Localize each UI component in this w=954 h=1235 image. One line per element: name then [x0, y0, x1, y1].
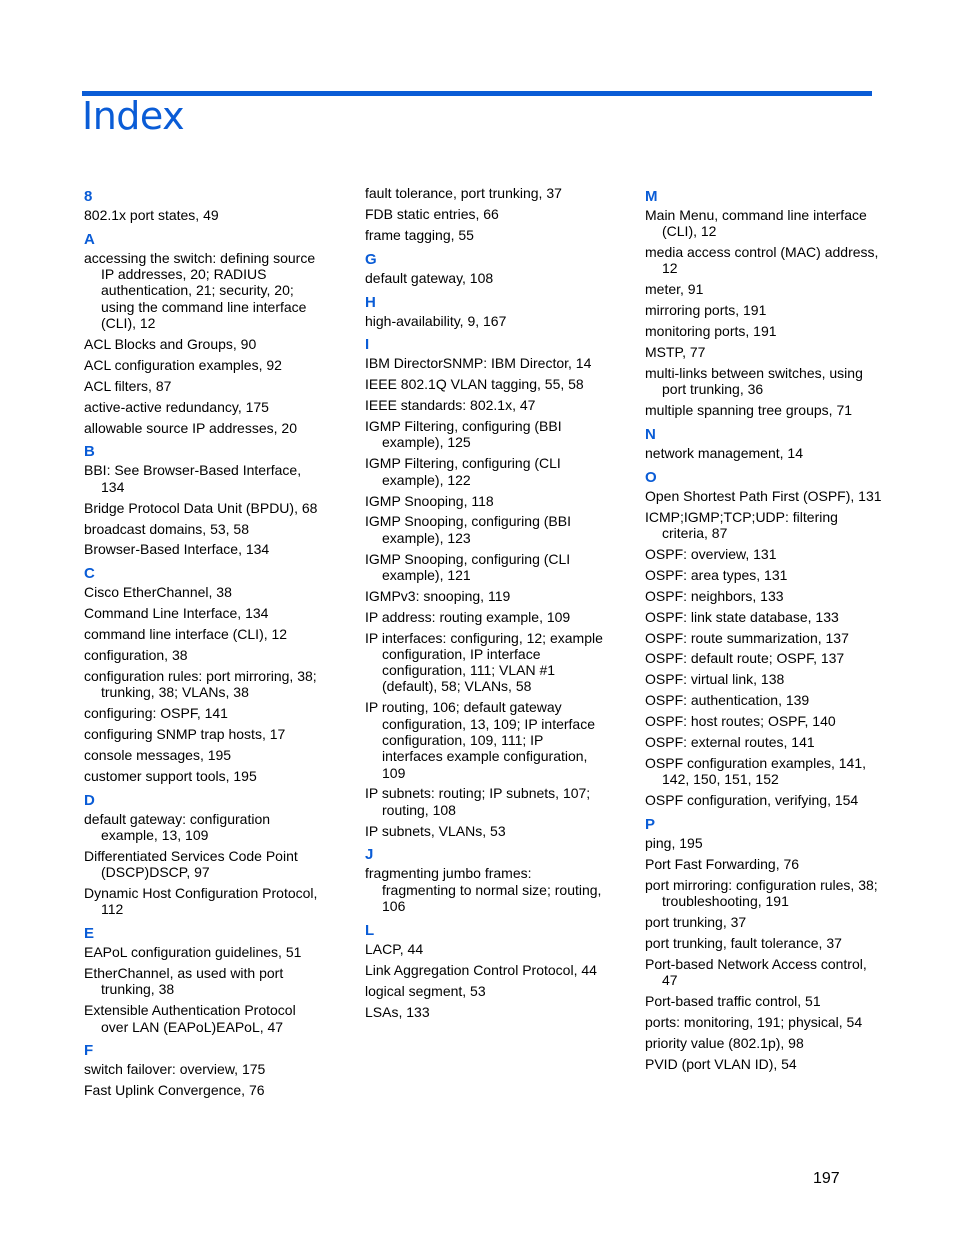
section-letter: A	[84, 230, 95, 248]
section-letter: G	[365, 250, 377, 268]
index-entry: ping, 195	[645, 834, 703, 851]
index-entry: accessing the switch: defining source IP addresses, 20; RADIUS authentication, 21; security, 20; using the command line interface (CLI), 12	[84, 249, 316, 332]
section-letter: D	[84, 791, 95, 809]
section-letter: N	[645, 426, 656, 444]
index-entry: OSPF configuration examples, 141, 142, 150, 151, 152	[645, 754, 867, 788]
index-entry: console messages, 195	[84, 746, 232, 763]
index-entry: IGMP Snooping, configuring (CLI example), 121	[365, 550, 571, 583]
index-section	[365, 843, 605, 914]
index-entry: mirroring ports, 191	[645, 302, 767, 319]
index-entry: LSAs, 133	[365, 1003, 430, 1020]
index-entry: IP routing, 106; default gateway configuration, 13, 109; IP interface configuration, 109, 111; IP interfaces example configuration, 109	[365, 699, 595, 781]
index-entry: default gateway: configuration example, 13, 109	[84, 810, 271, 843]
index-entry: Open Shortest Path First (OSPF), 131	[645, 487, 882, 504]
index-entry: FDB static entries, 66	[365, 205, 499, 222]
index-section	[84, 922, 324, 1035]
index-section	[84, 228, 324, 436]
section-letter: M	[645, 188, 658, 205]
index-entry: configuring SNMP trap hosts, 17	[84, 725, 286, 742]
index-entry: EtherChannel, as used with port trunking, 38	[84, 965, 284, 998]
index-entry: IGMPv3: snooping, 119	[365, 587, 511, 604]
index-entry: meter, 91	[645, 281, 704, 298]
index-entry: active-active redundancy, 175	[84, 398, 269, 415]
index-entry: Bridge Protocol Data Unit (BPDU), 68	[84, 499, 318, 516]
index-entry: Differentiated Services Code Point (DSCP)DSCP, 97	[84, 847, 298, 881]
index-entry: IEEE 802.1Q VLAN tagging, 55, 58	[365, 376, 584, 393]
index-entry: 802.1x port states, 49	[84, 207, 219, 223]
index-entry: Cisco EtherChannel, 38	[84, 584, 232, 601]
index-entry: IGMP Snooping, configuring (BBI example), 123	[365, 513, 571, 546]
index-entry: IP subnets, VLANs, 53	[365, 822, 506, 839]
index-entry: high-availability, 9, 167	[365, 312, 507, 329]
index-section	[84, 185, 324, 223]
index-section	[365, 291, 605, 329]
index-entry: fault tolerance, port trunking, 37	[365, 185, 562, 201]
index-section	[365, 333, 605, 838]
index-entry: IBM DirectorSNMP: IBM Director, 14	[365, 355, 592, 372]
section-letter: F	[84, 1042, 94, 1060]
section-letter: P	[645, 815, 656, 833]
index-entry: ACL configuration examples, 92	[84, 356, 282, 373]
index-entry: port trunking, 37	[645, 913, 747, 930]
section-letter: I	[365, 336, 370, 354]
index-entry: port mirroring: configuration rules, 38; troubleshooting, 191	[645, 876, 878, 910]
section-letter: L	[365, 921, 375, 939]
index-section	[365, 919, 605, 1020]
section-letter: B	[84, 443, 95, 461]
index-entry: Dynamic Host Configuration Protocol, 112	[84, 884, 318, 918]
index-entry: Extensible Authentication Protocol over LAN (EAPoL)EAPoL, 47	[84, 1002, 296, 1035]
index-entry: EAPoL configuration guidelines, 51	[84, 944, 302, 961]
index-entry: ACL Blocks and Groups, 90	[84, 335, 257, 352]
index-entry: OSPF: area types, 131	[645, 566, 788, 583]
index-section	[645, 813, 885, 1072]
index-section	[645, 185, 885, 418]
index-entry: OSPF: host routes; OSPF, 140	[645, 713, 836, 730]
page-number: 197	[813, 1170, 840, 1187]
index-entry: IGMP Filtering, configuring (CLI example), 122	[365, 455, 561, 488]
index-entry: frame tagging, 55	[365, 226, 474, 243]
section-letter: E	[84, 925, 95, 943]
index-entry: priority value (802.1p), 98	[645, 1034, 804, 1051]
index-entry: IGMP Snooping, 118	[365, 492, 494, 509]
index-entry: port trunking, fault tolerance, 37	[645, 934, 842, 951]
index-entry: network management, 14	[645, 445, 803, 462]
section-letter: J	[365, 846, 374, 864]
index-entry: customer support tools, 195	[84, 767, 257, 784]
index-entry: configuring: OSPF, 141	[84, 705, 228, 722]
index-section	[84, 789, 324, 918]
index-entry: MSTP, 77	[645, 344, 706, 361]
index-entry: LACP, 44	[365, 940, 424, 957]
index-entry: Port-based traffic control, 51	[645, 992, 821, 1009]
index-entry: IEEE standards: 802.1x, 47	[365, 397, 536, 414]
index-entry: Command Line Interface, 134	[84, 605, 269, 622]
index-entry: command line interface (CLI), 12	[84, 626, 288, 643]
index-entry: logical segment, 53	[365, 982, 486, 999]
index-entry: monitoring ports, 191	[645, 323, 777, 340]
index-entry: ICMP;IGMP;TCP;UDP: filtering criteria, 87	[645, 508, 838, 542]
index-entry: IP address: routing example, 109	[365, 608, 571, 625]
index-entry: configuration rules: port mirroring, 38; trunking, 38; VLANs, 38	[84, 667, 317, 701]
index-column-1	[84, 185, 324, 1103]
index-entry: OSPF configuration, verifying, 154	[645, 792, 859, 809]
index-entry: Fast Uplink Convergence, 76	[84, 1082, 265, 1099]
index-entry: OSPF: neighbors, 133	[645, 587, 784, 604]
index-entry: ACL filters, 87	[84, 377, 172, 394]
index-entry: ports: monitoring, 191; physical, 54	[645, 1013, 863, 1030]
index-entry: fragmenting jumbo frames: fragmenting to normal size; routing, 106	[365, 865, 602, 915]
index-entry: Port-based Network Access control, 47	[645, 955, 867, 989]
index-entry: OSPF: overview, 131	[645, 545, 777, 562]
index-column-3	[645, 185, 885, 1076]
index-entry: configuration, 38	[84, 646, 188, 663]
index-entry: default gateway, 108	[365, 269, 494, 286]
index-entry: switch failover: overview, 175	[84, 1061, 266, 1078]
index-entry: broadcast domains, 53, 58	[84, 520, 249, 537]
index-section	[84, 440, 324, 557]
index-entry: PVID (port VLAN ID), 54	[645, 1055, 797, 1072]
section-letter: 8	[84, 188, 93, 205]
index-entry: OSPF: virtual link, 138	[645, 671, 785, 688]
page-title: Index	[82, 94, 185, 138]
index-entry: multi-links between switches, using port trunking, 36	[645, 364, 863, 398]
title-rule	[82, 91, 872, 96]
index-entry: OSPF: default route; OSPF, 137	[645, 650, 845, 667]
section-letter: C	[84, 565, 95, 583]
index-entry: Main Menu, command line interface (CLI), 12	[645, 207, 867, 240]
index-section	[645, 423, 885, 461]
index-entry: multiple spanning tree groups, 71	[645, 402, 853, 419]
index-section	[365, 248, 605, 286]
index-entry: IGMP Filtering, configuring (BBI example), 125	[365, 418, 562, 451]
index-section	[365, 185, 605, 243]
index-entry: IP subnets: routing; IP subnets, 107; routing, 108	[365, 785, 591, 818]
index-entry: BBI: See Browser-Based Interface, 134	[84, 462, 302, 495]
index-entry: Link Aggregation Control Protocol, 44	[365, 961, 597, 978]
index-entry: IP interfaces: configuring, 12; example configuration, IP interface configuration, 111; VLAN #1 (default), 58; VLANs, 58	[365, 629, 603, 695]
index-entry: Browser-Based Interface, 134	[84, 541, 270, 558]
index-entry: OSPF: authentication, 139	[645, 692, 810, 709]
index-entry: Port Fast Forwarding, 76	[645, 855, 800, 872]
index-column-2	[365, 185, 605, 1025]
section-letter: O	[645, 468, 657, 486]
section-letter: H	[365, 293, 376, 311]
index-section	[84, 1039, 324, 1098]
index-entry: media access control (MAC) address, 12	[645, 244, 879, 277]
index-entry: OSPF: link state database, 133	[645, 608, 839, 625]
index-section	[84, 562, 324, 784]
index-section	[645, 466, 885, 808]
index-entry: OSPF: route summarization, 137	[645, 629, 849, 646]
index-entry: OSPF: external routes, 141	[645, 734, 815, 750]
index-entry: allowable source IP addresses, 20	[84, 419, 297, 436]
